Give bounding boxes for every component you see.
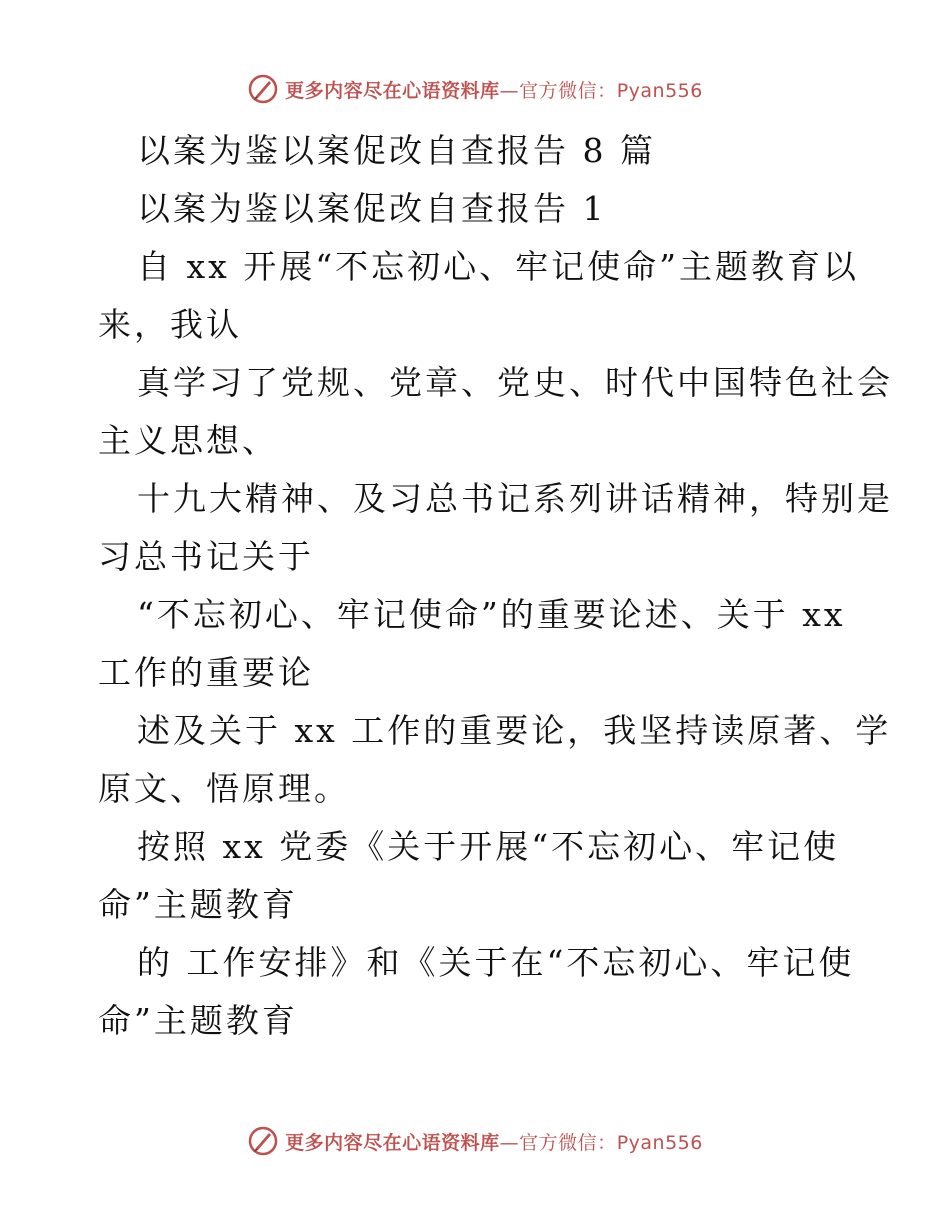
document-body (98, 122, 893, 1050)
paragraph-line: 主义思想、 (98, 421, 278, 460)
quill-pen-logo-icon (247, 1125, 279, 1157)
paragraph-line: 自 xx 开展“不忘初心、牢记使命”主题教育以 (137, 247, 859, 286)
section-heading: 以案为鉴以案促改自查报告 1 (137, 189, 607, 228)
banner-brand-text: 更多内容尽在心语资料库 (285, 1131, 500, 1154)
banner-brand-text: 更多内容尽在心语资料库 (285, 79, 500, 102)
banner-separator: — (499, 1131, 520, 1154)
paragraph-line: 按照 xx 党委《关于开展“不忘初心、牢记使 (137, 827, 840, 866)
banner-wechat-label: 官方微信： (519, 1131, 617, 1154)
banner-wechat-id: Pyan556 (616, 1131, 703, 1154)
banner-wechat-id: Pyan556 (616, 79, 703, 102)
paragraph-line: 十九大精神、及习总书记系列讲话精神，特别是 (137, 479, 893, 518)
quill-pen-logo-icon (247, 73, 279, 105)
footer-watermark-banner (0, 1124, 950, 1158)
paragraph-line: 的 工作安排》和《关于在“不忘初心、牢记使 (137, 943, 855, 982)
banner-separator: — (499, 79, 520, 102)
paragraph-line: “不忘初心、牢记使命”的重要论述、关于 xx (137, 595, 846, 634)
paragraph-line: 命”主题教育 (98, 1001, 298, 1040)
paragraph-line: 工作的重要论 (98, 653, 314, 692)
paragraph-line: 来，我认 (98, 305, 242, 344)
paragraph-line: 习总书记关于 (98, 537, 314, 576)
paragraph-line: 述及关于 xx 工作的重要论，我坚持读原著、学 (137, 711, 892, 750)
paragraph-line: 命”主题教育 (98, 885, 298, 924)
paragraph-line: 原文、悟原理。 (98, 769, 350, 808)
paragraph-line: 真学习了党规、党章、党史、时代中国特色社会 (137, 363, 893, 402)
document-title: 以案为鉴以案促改自查报告 8 篇 (137, 131, 656, 170)
banner-wechat-label: 官方微信： (519, 79, 617, 102)
header-watermark-banner (0, 72, 950, 106)
